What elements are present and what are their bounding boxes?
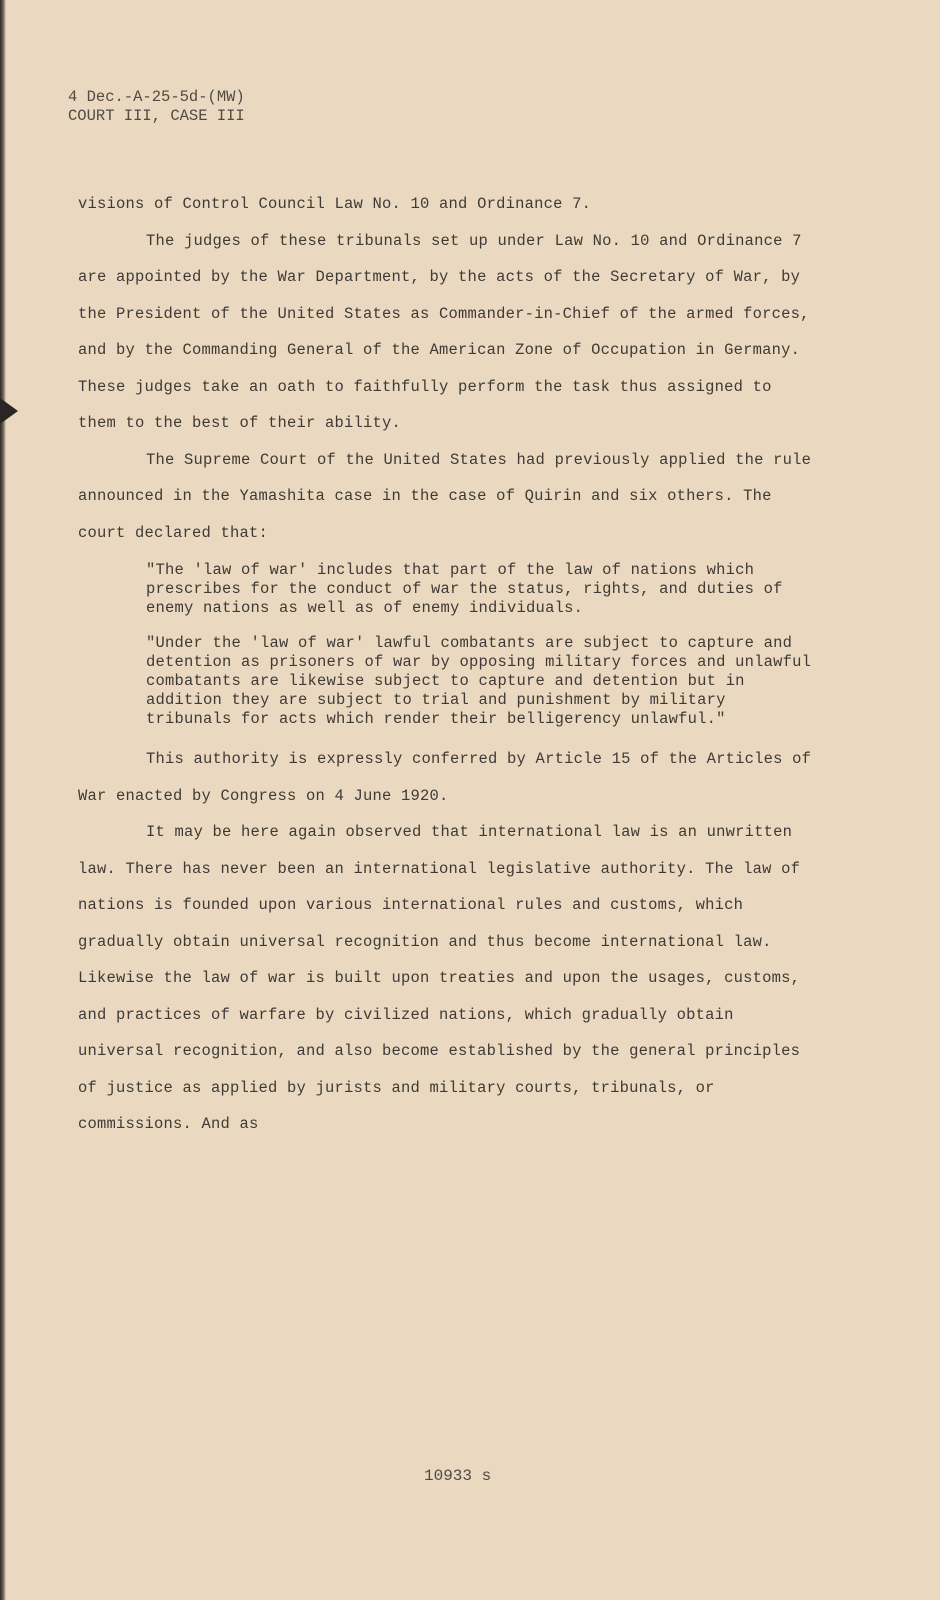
page-edge [0,0,6,1600]
paragraph-supreme-court: The Supreme Court of the United States had previously applied the rule announced in the Yamashita case in the case of Quirin and six others. The court declared that: [78,450,812,542]
quote-law-of-war: "The 'law of war' includes that part of the law of nations which prescribes for the conduct of war the status, rights, and duties of enemy nations as well as of enemy individuals. [146,561,783,617]
document-body [78,186,818,1143]
paragraph-international-law: It may be here again observed that international law is an unwritten law. There has never been an international legislative authority. The law of nations is founded upon various international rules and customs, which gradually obtain universal recognition and thus become international law. Likewise the law of war is built upon treaties and upon the usages, customs, and practices of warfare by civilized nations, which gradually obtain universal recognition, and also become established by the general principles of justice as applied by jurists and military courts, tribunals, or commissions. And as [78,823,801,1133]
paragraph-judges: The judges of these tribunals set up under Law No. 10 and Ordinance 7 are appointed by the War Department, by the acts of the Secretary of War, by the President of the United States as Commander-in-Chief of the armed forces, and by the Commanding General of the American Zone of Occupation in Germany. These judges take an oath to faithfully perform the task thus assigned to them to the best of their ability. [78,231,810,432]
binding-notch [0,398,18,424]
header-reference: 4 Dec.-A-25-5d-(MW) [68,88,245,106]
paragraph-continuation: visions of Control Council Law No. 10 and Ordinance 7. [78,195,592,213]
page-number: 10933 s [424,1467,492,1485]
document-header [68,88,245,126]
header-court-case: COURT III, CASE III [68,107,245,125]
paragraph-authority: This authority is expressly conferred by Article 15 of the Articles of War enacted by Congress on 4 June 1920. [78,750,812,805]
quote-combatants: "Under the 'law of war' lawful combatants are subject to capture and detention as prisoners of war by opposing military forces and unlawful combatants are likewise subject to capture and detention but in addition they are subject to trial and punishment by military tribunals for acts which render their belligerency unlawful." [146,634,812,728]
